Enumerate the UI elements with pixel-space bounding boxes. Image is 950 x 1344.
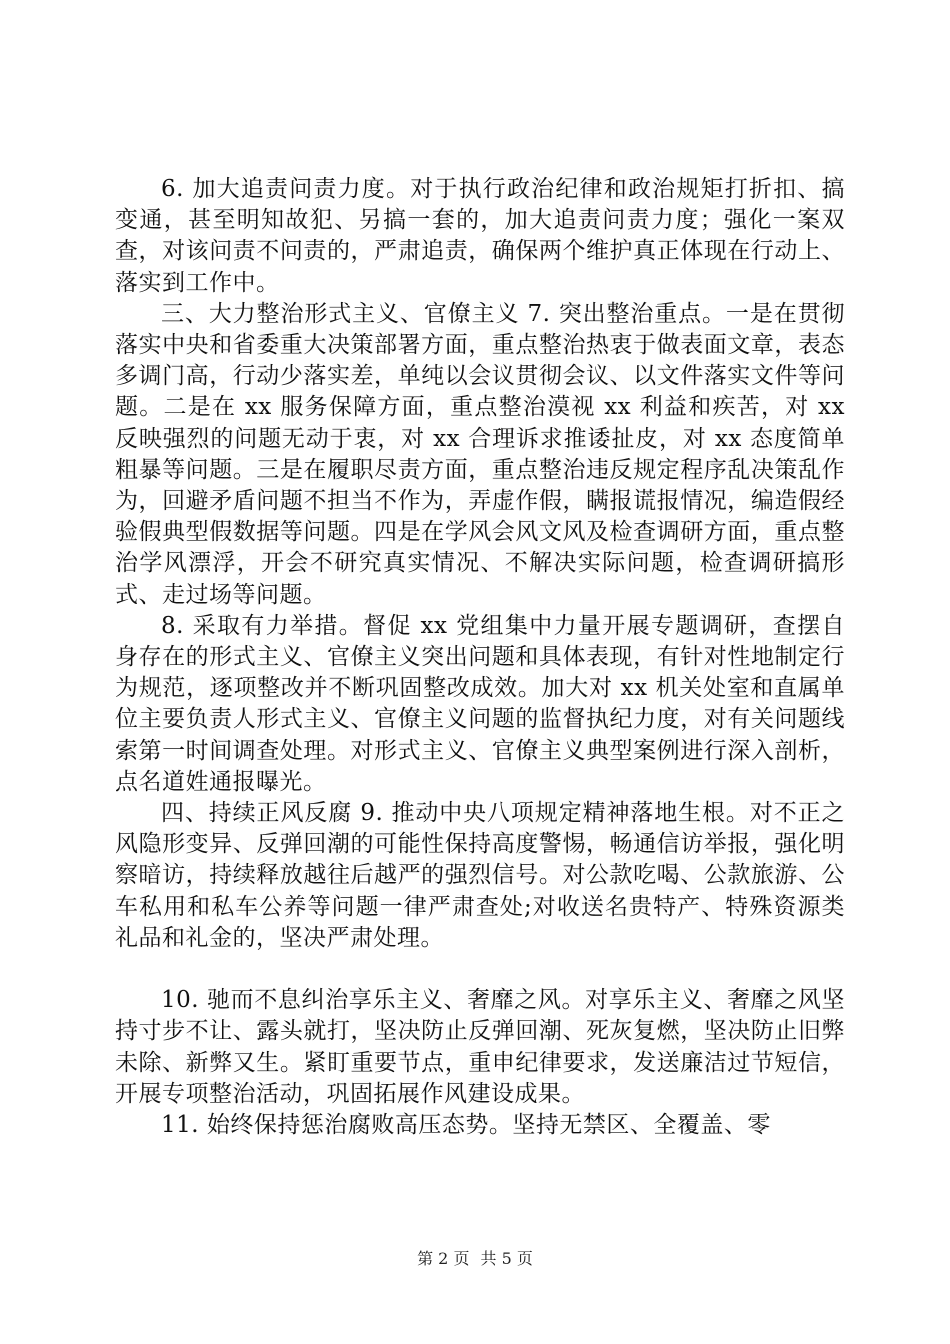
paragraph-hedonism: 10. 驰而不息纠治享乐主义、奢靡之风。对享乐主义、奢靡之风坚持寸步不让、露头就打，坚决防止反弹回潮、死灰复燃，坚决防止旧弊未除、新弊又生。紧盯重要节点，重申纪律要求，发送廉洁过节短信，开展专项整治活动，巩固拓展作风建设成果。 xyxy=(115,987,845,1107)
document-body xyxy=(115,174,845,1141)
paragraph-accountability: 6. 加大追责问责力度。对于执行政治纪律和政治规矩打折扣、搞变通，甚至明知故犯、另搞一套的，加大追责问责力度；强化一案双查，对该问责不问责的，严肃追责，确保两个维护真正体现在行动上、落实到工作中。 xyxy=(115,176,845,296)
page-footer xyxy=(0,1246,950,1269)
page-number: 第 2 页 xyxy=(417,1249,470,1268)
page-total: 共 5 页 xyxy=(480,1249,533,1268)
paragraph-gap xyxy=(115,954,845,985)
paragraph-high-pressure: 11. 始终保持惩治腐败高压态势。坚持无禁区、全覆盖、零 xyxy=(161,1112,771,1139)
paragraph-strong-measures: 8. 采取有力举措。督促 xx 党组集中力量开展专题调研，查摆自身存在的形式主义、官僚主义突出问题和具体表现，有针对性地制定行为规范，逐项整改并不断巩固整改成效。加大对 xx 机关处室和直属单位主要负责人形式主义、官僚主义问题的监督执纪力度，对有关问题线索第一时间调查处理。对形式主义、官僚主义典型案例进行深入剖析，点名道姓通报曝光。 xyxy=(115,612,845,795)
paragraph-anti-corruption: 四、持续正风反腐 9. 推动中央八项规定精神落地生根。对不正之风隐形变异、反弹回潮的可能性保持高度警惕，畅通信访举报，强化明察暗访，持续释放越往后越严的强烈信号。对公款吃喝、公款旅游、公车私用和私车公养等问题一律严肃查处;对收送名贵特产、特殊资源类礼品和礼金的，坚决严肃处理。 xyxy=(115,800,845,951)
paragraph-formalism-rectification: 三、大力整治形式主义、官僚主义 7. 突出整治重点。一是在贯彻落实中央和省委重大决策部署方面，重点整治热衷于做表面文章，表态多调门高，行动少落实差，单纯以会议贯彻会议、以文件落实文件等问题。二是在 xx 服务保障方面，重点整治漠视 xx 利益和疾苦，对 xx 反映强烈的问题无动于衷，对 xx 合理诉求推诿扯皮，对 xx 态度简单粗暴等问题。三是在履职尽责方面，重点整治违反规定程序乱决策乱作为，回避矛盾问题不担当不作为，弄虚作假，瞒报谎报情况，编造假经验假典型假数据等问题。四是在学风会风文风及检查调研方面，重点整治学风漂浮，开会不研究真实情况、不解决实际问题，检查调研搞形式、走过场等问题。 xyxy=(115,300,845,608)
